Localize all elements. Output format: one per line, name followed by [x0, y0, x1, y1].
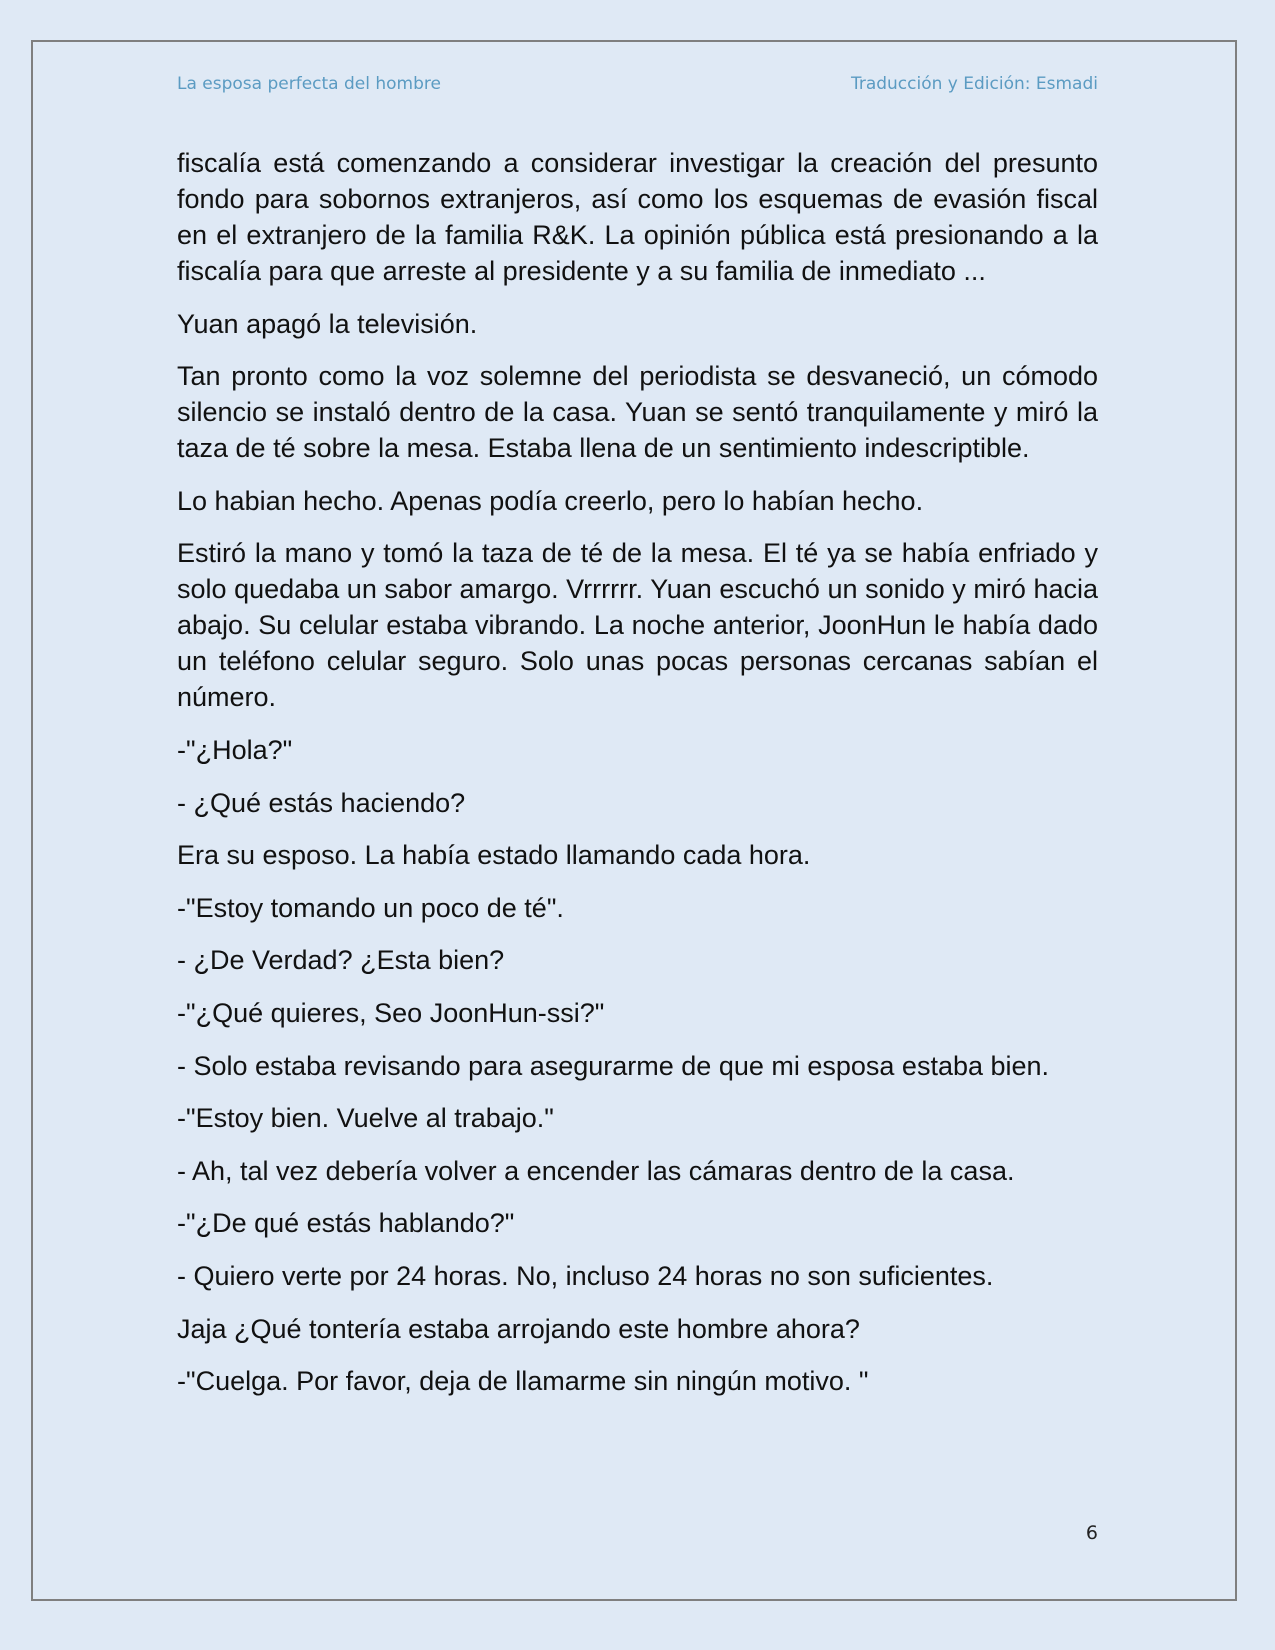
- header-book-title: La esposa perfecta del hombre: [177, 74, 441, 94]
- paragraph: Lo habian hecho. Apenas podía creerlo, pero lo habían hecho.: [177, 485, 924, 516]
- paragraph: fiscalía está comenzando a considerar investigar la creación del presunto fondo para sobornos extranjeros, así como los esquemas de evasión fiscal en el extranjero de la familia R&K. La opinión pública está presionando a la fiscalía para que arreste al presidente y a su familia de inmediato ...: [177, 148, 1098, 286]
- dialogue-line: - Ah, tal vez debería volver a encender las cámaras dentro de la casa.: [177, 1155, 1015, 1186]
- dialogue-line: -"¿Qué quieres, Seo JoonHun-ssi?": [177, 997, 605, 1028]
- dialogue-line: -"¿De qué estás hablando?": [177, 1208, 515, 1239]
- page-header: [177, 74, 1098, 94]
- paragraph: Estiró la mano y tomó la taza de té de la mesa. El té ya se había enfriado y solo quedaba un sabor amargo. Vrrrrrr. Yuan escuchó un sonido y miró hacia abajo. Su celular estaba vibrando. La noche anterior, JoonHun le había dado un teléfono celular seguro. Solo unas pocas personas cercanas sabían el número.: [177, 538, 1098, 713]
- paragraph: Jaja ¿Qué tontería estaba arrojando este hombre ahora?: [177, 1313, 860, 1344]
- paragraph: Era su esposo. La había estado llamando cada hora.: [177, 840, 811, 871]
- dialogue-line: -"Estoy bien. Vuelve al trabajo.": [177, 1103, 554, 1134]
- paragraph: Tan pronto como la voz solemne del periodista se desvaneció, un cómodo silencio se instaló dentro de la casa. Yuan se sentó tranquilamente y miró la taza de té sobre la mesa. Estaba llena de un sentimiento indescriptible.: [177, 361, 1098, 464]
- dialogue-line: - Solo estaba revisando para asegurarme de que mi esposa estaba bien.: [177, 1050, 1050, 1081]
- header-credits: Traducción y Edición: Esmadi: [850, 74, 1098, 94]
- dialogue-line: - ¿De Verdad? ¿Esta bien?: [177, 945, 505, 976]
- paragraph: Yuan apagó la televisión.: [177, 308, 478, 339]
- dialogue-line: - Quiero verte por 24 horas. No, incluso 24 horas no son suficientes.: [177, 1260, 994, 1291]
- page-body: [177, 145, 1098, 1416]
- dialogue-line: -"Cuelga. Por favor, deja de llamarme sin ningún motivo. ": [177, 1366, 869, 1397]
- dialogue-line: - ¿Qué estás haciendo?: [177, 787, 466, 818]
- page-number: 6: [1085, 1522, 1098, 1544]
- dialogue-line: -"¿Hola?": [177, 734, 293, 765]
- dialogue-line: -"Estoy tomando un poco de té".: [177, 892, 564, 923]
